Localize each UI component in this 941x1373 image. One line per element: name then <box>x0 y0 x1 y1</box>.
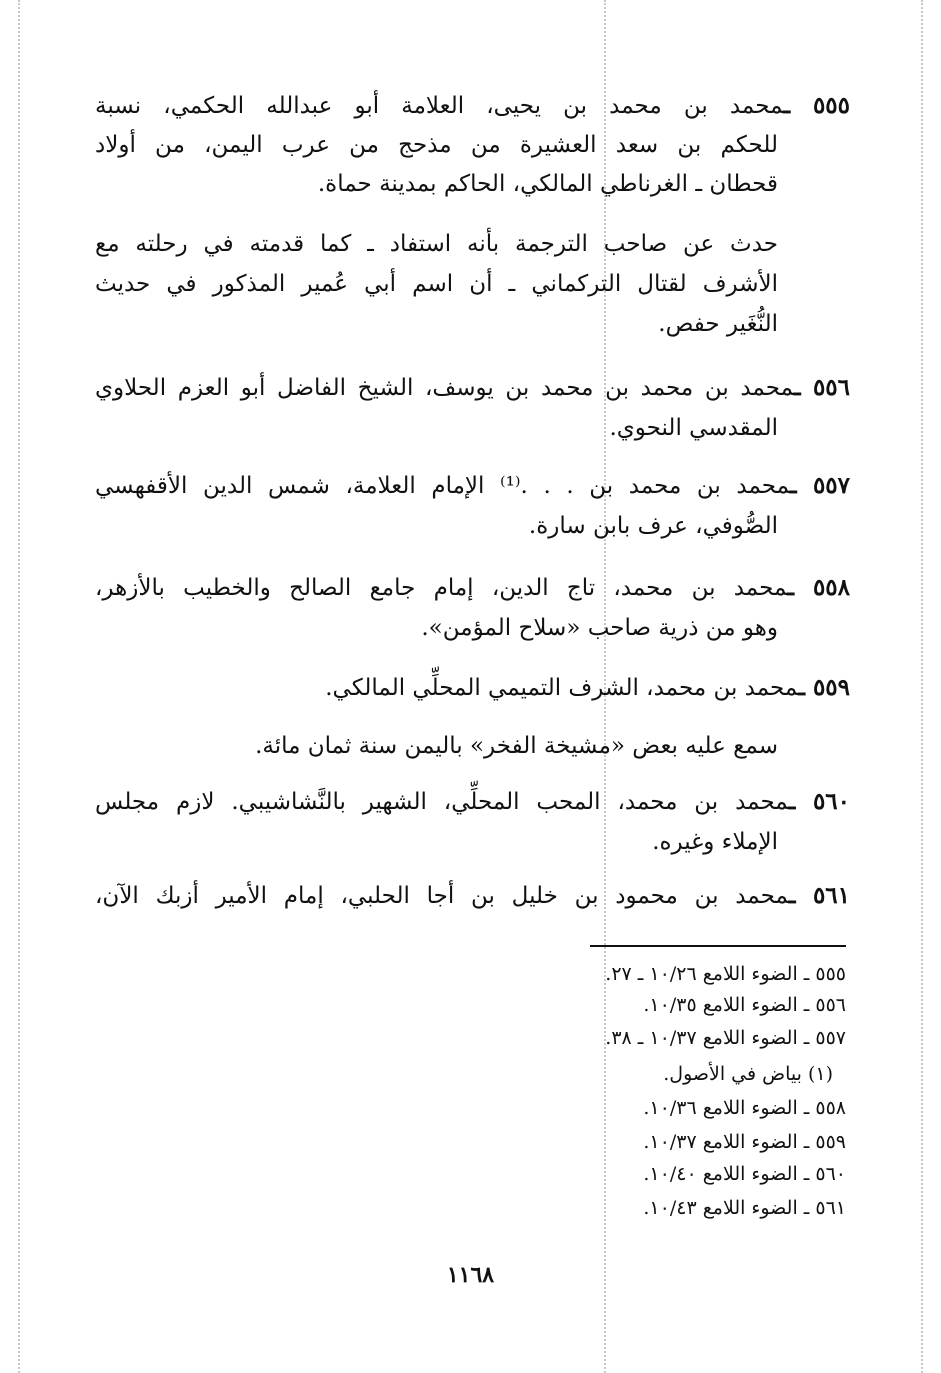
entry-560-line-1: ٥٦٠ ـمحمد بن محمد، المحب المحلِّي، الشهير بالنَّشاشيبي. لازم مجلس <box>95 788 850 815</box>
entry-number: ٥٦١ <box>812 882 850 909</box>
footnote-560: ٥٦٠ ـ الضوء اللامع ١٠/٤٠. <box>643 1163 846 1185</box>
scan-dotted-line-right <box>921 0 923 1373</box>
entry-556-line-2: المقدسي النحوي. <box>609 415 778 441</box>
scan-dotted-line-left <box>18 0 20 1373</box>
entry-555-para-line-2: الأشرف لقتال التركماني ـ أن اسم أبي عُمير المذكور في حديث <box>95 271 778 297</box>
entry-text: محمد بن محمد، الشرف التميمي المحلِّي المالكي. <box>325 675 799 701</box>
footnote-561: ٥٦١ ـ الضوء اللامع ١٠/٤٣. <box>643 1197 846 1219</box>
entry-555-para-line-1: حدث عن صاحب الترجمة بأنه استفاد ـ كما قدمته في رحلته مع <box>95 231 778 257</box>
entry-number: ٥٥٨ <box>812 574 850 601</box>
entry-559-para-line-1: سمع عليه بعض «مشيخة الفخر» باليمن سنة ثمان مائة. <box>255 733 778 759</box>
entry-557-line-2: الصُّوفي، عرف بابن سارة. <box>528 513 778 539</box>
entry-561-line-1: ٥٦١ ـمحمد بن محمود بن خليل بن أجا الحلبي، إمام الأمير أزبك الآن، <box>95 882 850 909</box>
entry-559-line-1: ٥٥٩ ـمحمد بن محمد، الشرف التميمي المحلِّي المالكي. <box>325 674 850 701</box>
entry-555-line-2: للحكم بن سعد العشيرة من مذحج من عرب اليمن، من أولاد <box>95 132 778 158</box>
footnote-556: ٥٥٦ ـ الضوء اللامع ١٠/٣٥. <box>643 994 846 1016</box>
entry-text: محمد بن محمد بن يحيى، العلامة أبو عبدالله الحكمي، نسبة <box>95 93 784 119</box>
page-number: ١١٦٨ <box>446 1262 495 1288</box>
entry-555-line-3: قحطان ـ الغرناطي المالكي، الحاكم بمدينة حماة. <box>317 171 778 197</box>
footnote-557: ٥٥٧ ـ الضوء اللامع ١٠/٣٧ ـ ٣٨. <box>605 1027 846 1049</box>
entry-text: محمد بن محمد، المحب المحلِّي، الشهير بالنَّشاشيبي. لازم مجلس <box>95 789 789 815</box>
entry-558-line-1: ٥٥٨ ـمحمد بن محمد، تاج الدين، إمام جامع الصالح والخطيب بالأزهر، <box>95 574 850 601</box>
footnote-558: ٥٥٨ ـ الضوء اللامع ١٠/٣٦. <box>643 1097 846 1119</box>
footnote-separator <box>590 945 846 947</box>
entry-560-line-2: الإملاء وغيره. <box>652 829 778 855</box>
entry-number: ٥٥٧ <box>812 472 850 499</box>
entry-number: ٥٥٥ <box>812 92 850 119</box>
footnote-note-1: (١) بياض في الأصول. <box>663 1063 833 1085</box>
footnote-555: ٥٥٥ ـ الضوء اللامع ١٠/٢٦ ـ ٢٧. <box>605 963 846 985</box>
entry-number: ٥٥٦ <box>812 374 850 401</box>
entry-555-line-1: ٥٥٥ ـمحمد بن محمد بن يحيى، العلامة أبو عبدالله الحكمي، نسبة <box>95 92 850 119</box>
entry-558-line-2: وهو من ذرية صاحب «سلاح المؤمن». <box>421 615 778 641</box>
entry-number: ٥٥٩ <box>812 674 850 701</box>
entry-555-para-line-3: النُّغَير حفص. <box>658 311 778 337</box>
entry-556-line-1: ٥٥٦ ـمحمد بن محمد بن محمد بن يوسف، الشيخ الفاضل أبو العزم الحلاوي <box>95 374 850 401</box>
entry-text: محمد بن محمود بن خليل بن أجا الحلبي، إمام الأمير أزبك الآن، <box>95 883 789 909</box>
entry-557-line-1: ٥٥٧ ـمحمد بن محمد بن . . .⁽¹⁾ الإمام العلامة، شمس الدين الأقفهسي <box>95 472 850 499</box>
entry-text: محمد بن محمد بن . . .⁽¹⁾ الإمام العلامة، شمس الدين الأقفهسي <box>95 473 790 499</box>
footnote-559: ٥٥٩ ـ الضوء اللامع ١٠/٣٧. <box>643 1131 846 1153</box>
entry-text: محمد بن محمد، تاج الدين، إمام جامع الصالح والخطيب بالأزهر، <box>95 575 788 601</box>
entry-number: ٥٦٠ <box>812 788 850 815</box>
entry-text: محمد بن محمد بن محمد بن يوسف، الشيخ الفاضل أبو العزم الحلاوي <box>95 375 794 401</box>
